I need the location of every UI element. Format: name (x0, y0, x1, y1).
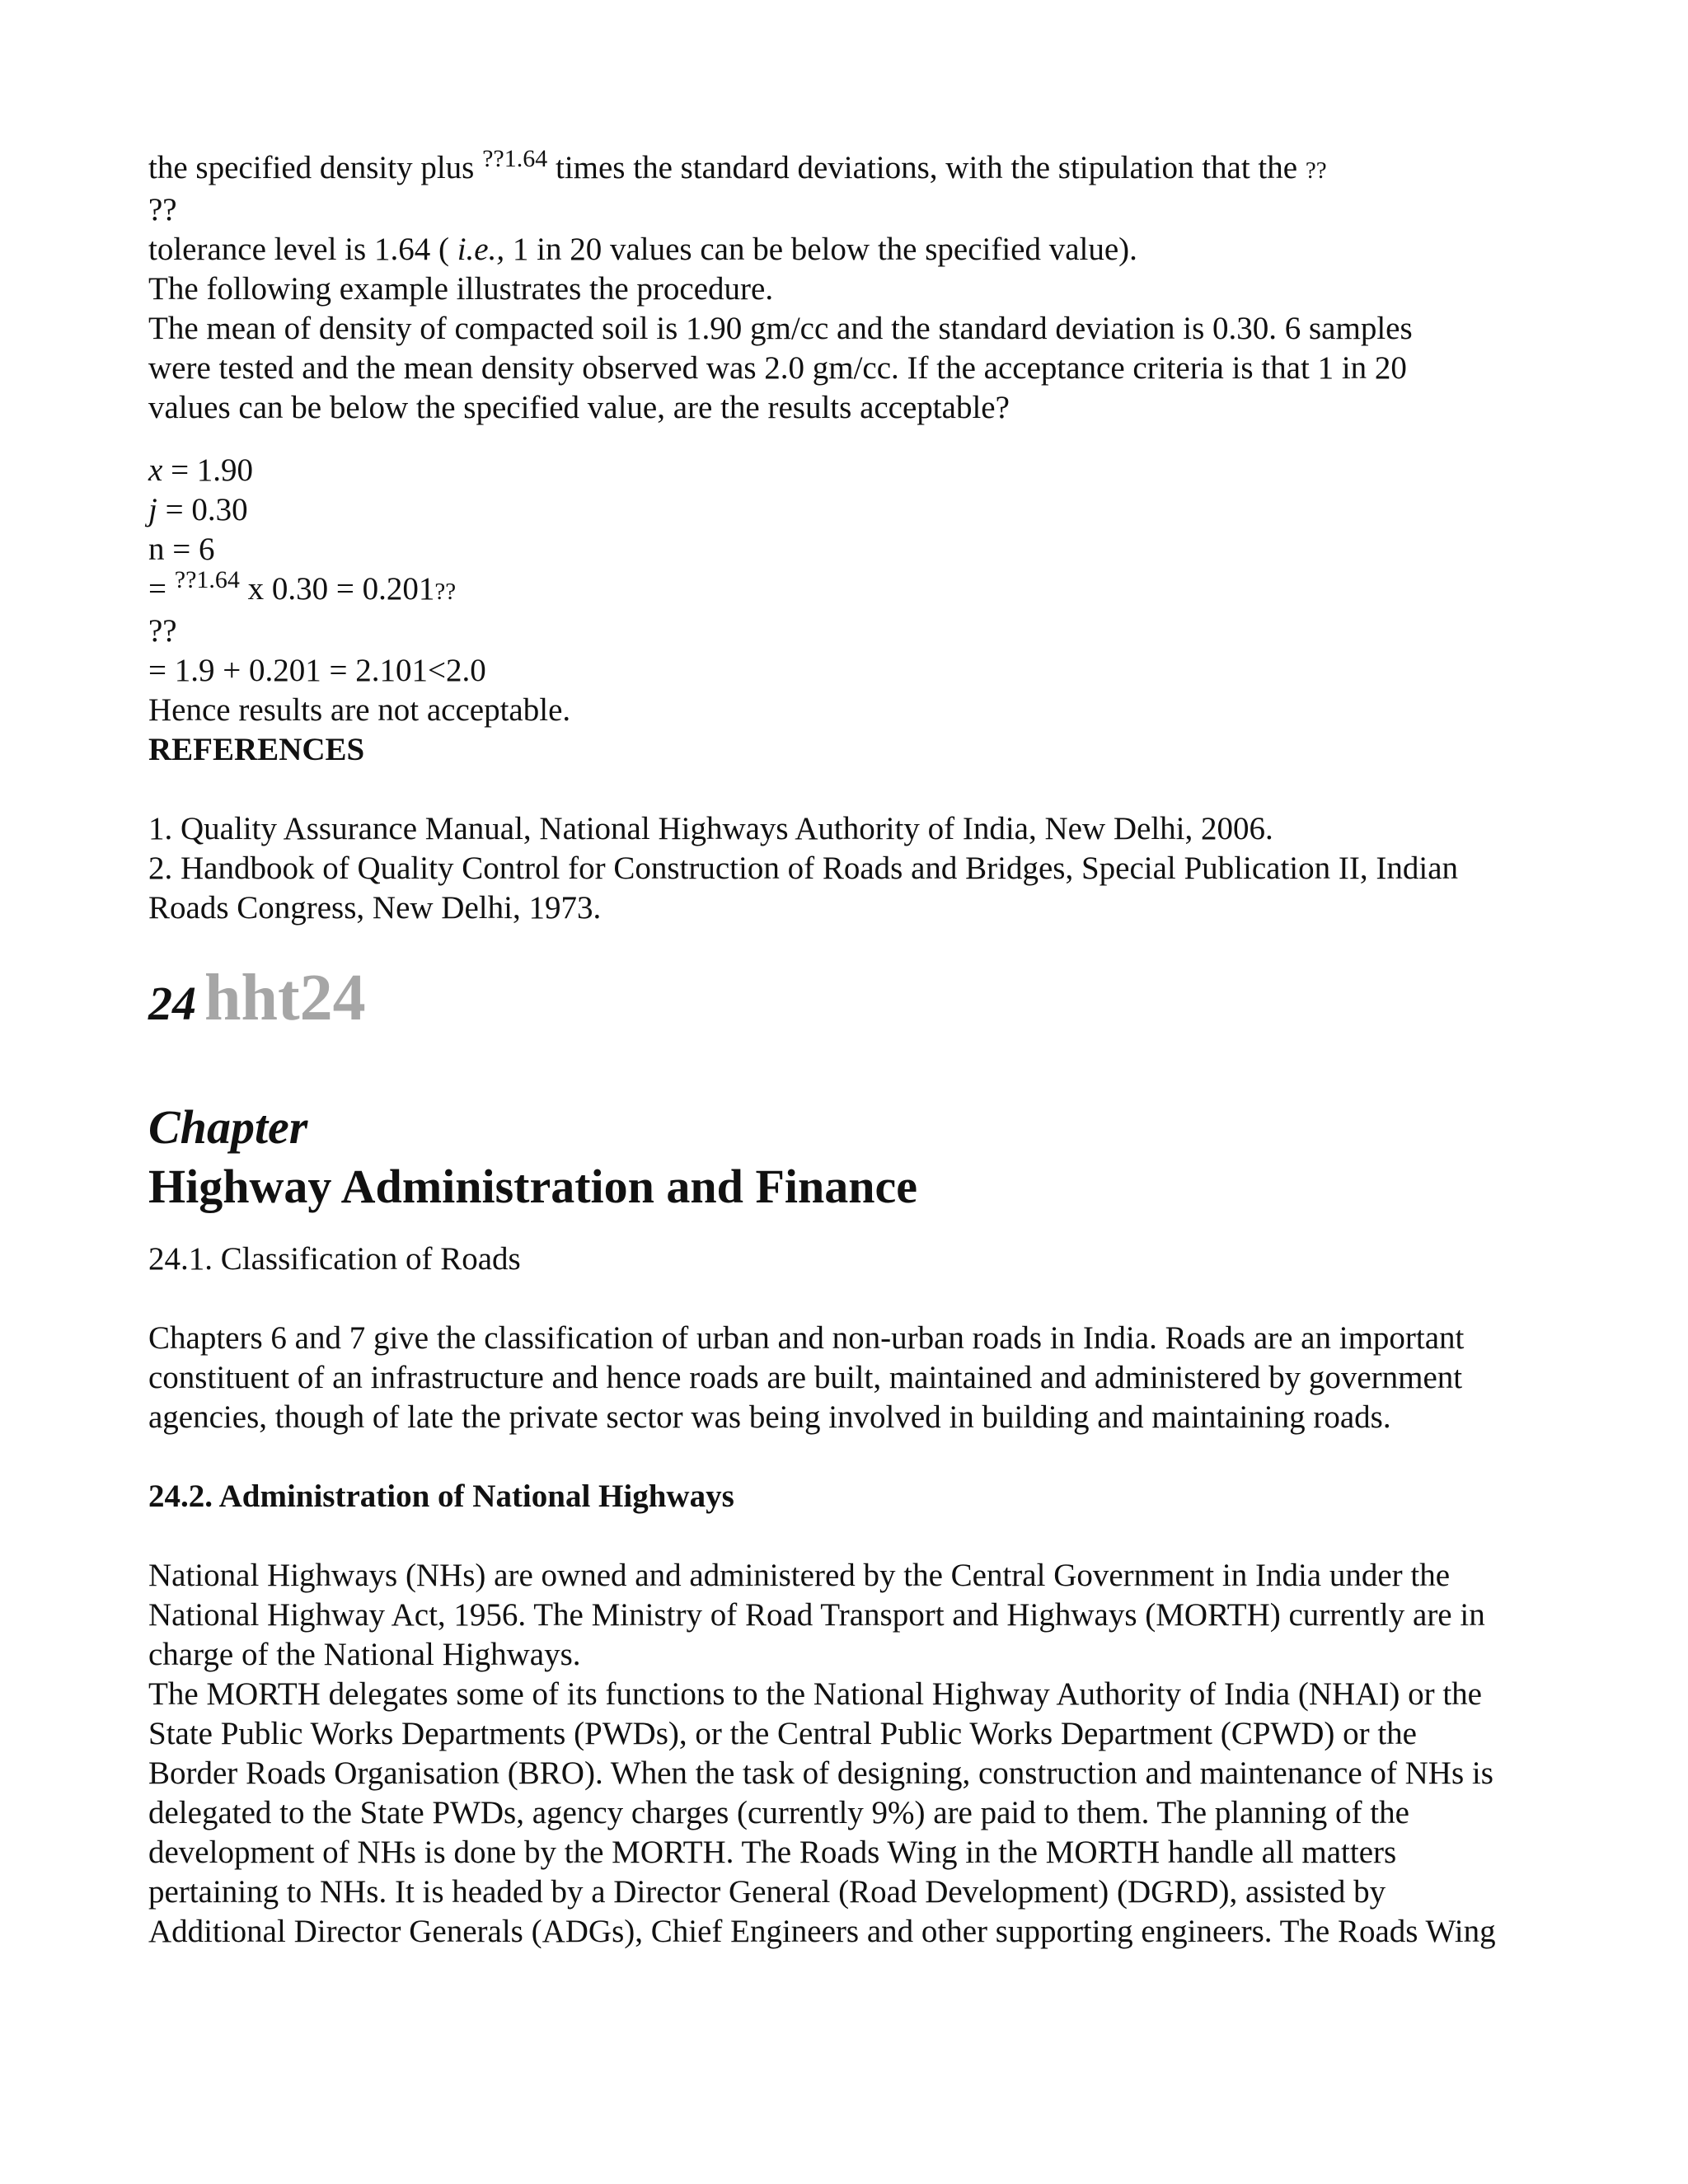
chapter-label: Chapter (148, 1100, 308, 1154)
calc-line (148, 490, 1550, 530)
chapter-ghost-label: hht24 (204, 962, 366, 1034)
section-24-2 (148, 1477, 1550, 1952)
italic-text: i.e., (457, 232, 505, 267)
text-line: development of NHs is done by the MORTH. The Roads Wing in the MORTH handle all matters (148, 1835, 1397, 1870)
variable: j (148, 492, 157, 527)
chapter-number-row (148, 961, 1550, 1043)
placeholder-glyph: ?? (1305, 157, 1327, 184)
text-segment: 1 in 20 values can be below the specified value). (504, 232, 1137, 267)
superscript-text: ??1.64 (482, 145, 548, 172)
calculation-block (148, 451, 1550, 730)
text-line: pertaining to NHs. It is headed by a Director General (Road Development) (DGRD), assisted by (148, 1874, 1386, 1910)
placeholder-glyph: ?? (434, 579, 457, 605)
text-line (148, 230, 1550, 269)
reference-item: 1. Quality Assurance Manual, National Highways Authority of India, New Delhi, 2006. (148, 811, 1273, 846)
text-line: delegated to the State PWDs, agency charges (currently 9%) are paid to them. The planning of the (148, 1795, 1409, 1830)
references-section (148, 730, 1550, 928)
section-heading: 24.1. Classification of Roads (148, 1241, 521, 1277)
chapter-number: 24 (148, 977, 196, 1030)
text-line: ?? (148, 192, 177, 227)
text-line: National Highways (NHs) are owned and administered by the Central Government in India under the (148, 1558, 1451, 1593)
text-line: values can be below the specified value, are the results acceptable? (148, 390, 1010, 425)
text-line: National Highway Act, 1956. The Ministry of Road Transport and Highways (MORTH) currently are in (148, 1597, 1485, 1633)
value: = 0.30 (157, 492, 248, 527)
text-line: Border Roads Organisation (BRO). When the task of designing, construction and maintenance of NHs is (148, 1755, 1493, 1791)
superscript-text: ??1.64 (174, 566, 240, 593)
references-heading: REFERENCES (148, 732, 365, 767)
text-line: Additional Director Generals (ADGs), Chief Engineers and other supporting engineers. The Roads Wing (148, 1914, 1496, 1949)
text-line: charge of the National Highways. (148, 1637, 581, 1672)
calc-line: = 1.9 + 0.201 = 2.101<2.0 (148, 653, 486, 688)
chapter-title: Highway Administration and Finance (148, 1160, 917, 1213)
text-segment: tolerance level is 1.64 ( (148, 232, 457, 267)
section-heading: 24.2. Administration of National Highways (148, 1479, 734, 1514)
text-segment: the specified density plus (148, 150, 483, 185)
calc-line (148, 451, 1550, 490)
conclusion-line: Hence results are not acceptable. (148, 692, 571, 728)
text-line: The mean of density of compacted soil is 1.90 gm/cc and the standard deviation is 0.30. 6 samples (148, 311, 1413, 346)
value: = 1.90 (162, 452, 254, 488)
text-line: Chapters 6 and 7 give the classification of urban and non-urban roads in India. Roads are an important (148, 1320, 1465, 1356)
text-line: agencies, though of late the private sector was being involved in building and maintaining roads. (148, 1399, 1391, 1435)
intro-paragraph (148, 145, 1550, 428)
calc-line: ?? (148, 613, 177, 649)
section-24-1 (148, 1240, 1550, 1437)
text-line: were tested and the mean density observed was 2.0 gm/cc. If the acceptance criteria is that 1 in 20 (148, 350, 1407, 386)
text-segment: times the standard deviations, with the stipulation that the (547, 150, 1306, 185)
text-segment: x 0.30 = 0.201 (239, 571, 435, 607)
reference-item: Roads Congress, New Delhi, 1973. (148, 890, 602, 926)
calc-line: n = 6 (148, 532, 215, 567)
reference-item: 2. Handbook of Quality Control for Construction of Roads and Bridges, Special Publication II, Indian (148, 851, 1459, 886)
text-line: The MORTH delegates some of its functions to the National Highway Authority of India (NHAI) or the (148, 1676, 1482, 1712)
text-line: constituent of an infrastructure and hence roads are built, maintained and administered by government (148, 1360, 1463, 1395)
calc-line (148, 566, 1550, 612)
document-page (148, 145, 1550, 1952)
text-line: The following example illustrates the procedure. (148, 271, 774, 307)
text-line (148, 145, 1550, 190)
variable: x (148, 452, 163, 488)
text-line: State Public Works Departments (PWDs), or the Central Public Works Department (CPWD) or the (148, 1716, 1417, 1751)
text-segment: = (148, 571, 175, 607)
